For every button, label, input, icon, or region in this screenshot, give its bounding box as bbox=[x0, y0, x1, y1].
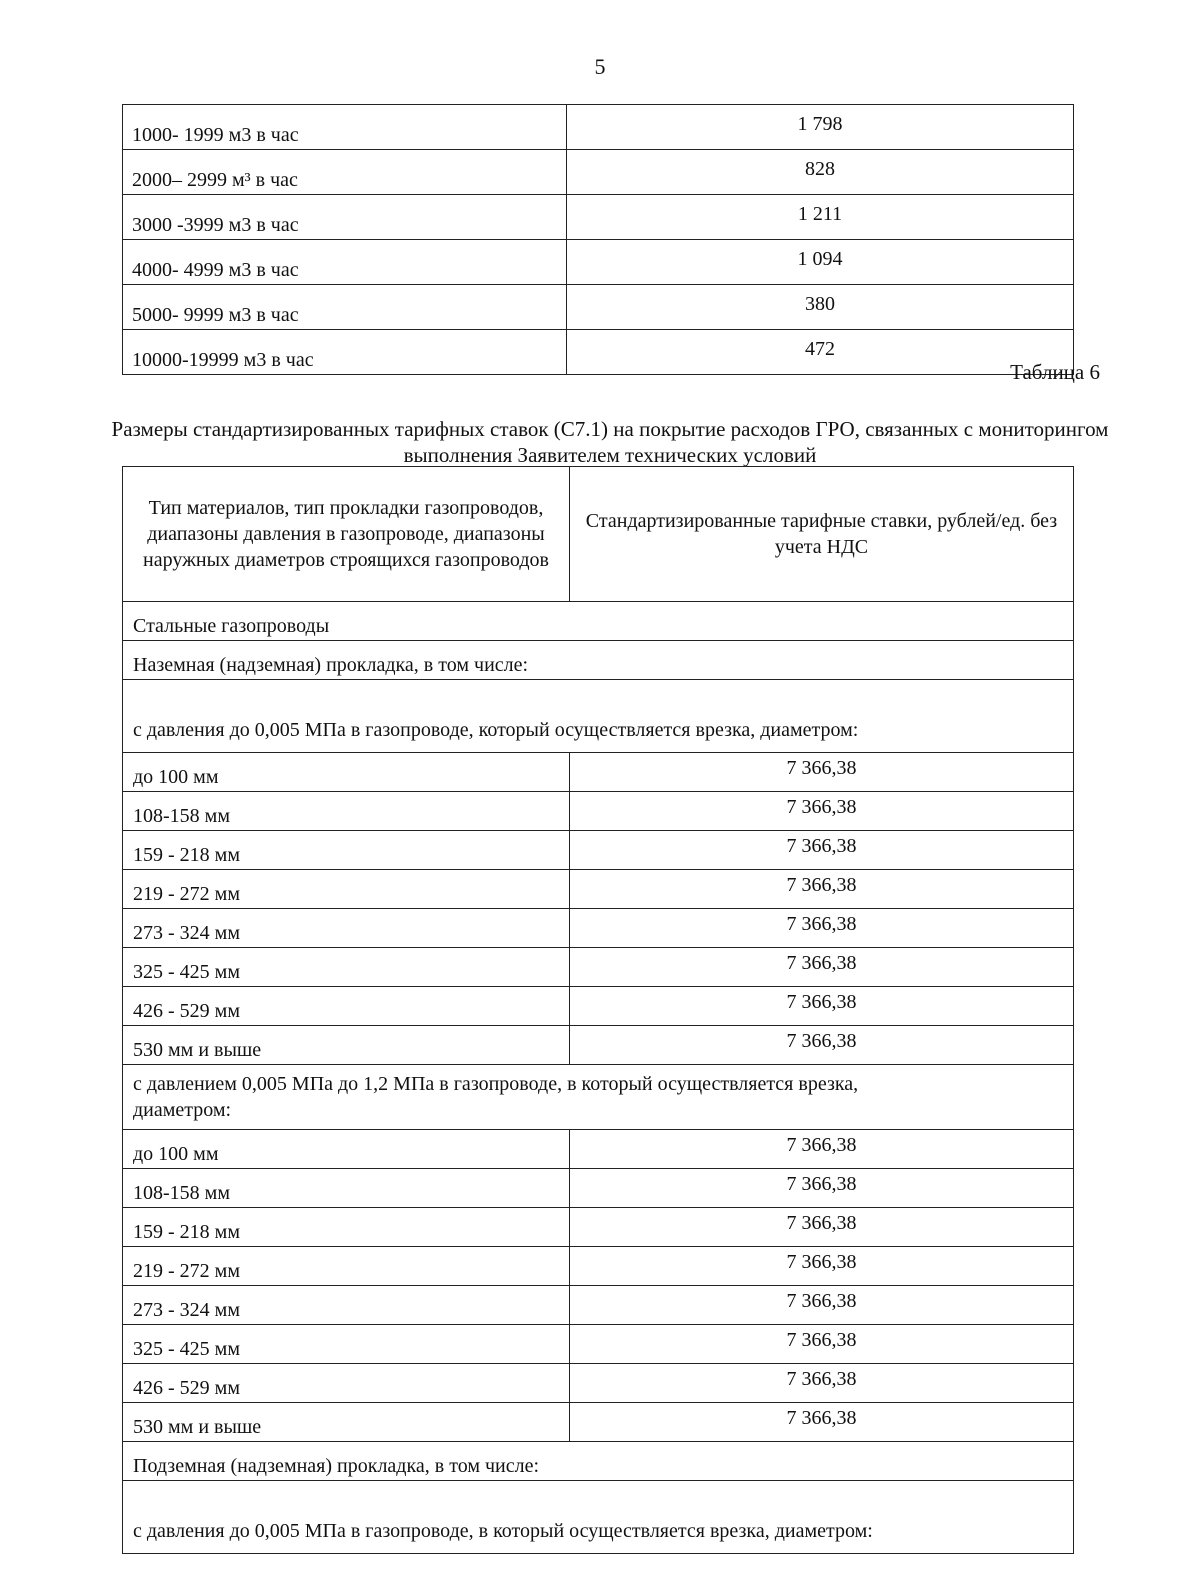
table-row bbox=[123, 330, 1074, 375]
table-row bbox=[123, 1247, 1074, 1286]
row-label: до 100 мм bbox=[123, 753, 570, 792]
tariff-header-row bbox=[123, 467, 1074, 602]
row-label: 273 - 324 мм bbox=[123, 909, 570, 948]
tariff-table bbox=[122, 466, 1074, 1554]
row-label: 108-158 мм bbox=[123, 1169, 570, 1208]
pressure-mid-line1: с давлением 0,005 МПа до 1,2 МПа в газопроводе, в который осуществляется врезка, bbox=[133, 1073, 859, 1095]
row-value: 7 366,38 bbox=[570, 1130, 1074, 1169]
table-row bbox=[123, 285, 1074, 330]
section-row bbox=[123, 641, 1074, 680]
table-row bbox=[123, 753, 1074, 792]
table-row bbox=[123, 1325, 1074, 1364]
row-value: 7 366,38 bbox=[570, 1169, 1074, 1208]
row-label: 219 - 272 мм bbox=[123, 1247, 570, 1286]
header-right: Стандартизированные тарифные ставки, рублей/ед. без учета НДС bbox=[570, 467, 1074, 602]
row-label: 2000– 2999 м³ в час bbox=[123, 150, 567, 195]
volume-table-body bbox=[123, 105, 1074, 375]
row-value: 7 366,38 bbox=[570, 1403, 1074, 1442]
table-row bbox=[123, 1208, 1074, 1247]
table-row bbox=[123, 792, 1074, 831]
row-value: 7 366,38 bbox=[570, 948, 1074, 987]
pressure-mid-note bbox=[123, 1065, 1074, 1130]
section-row bbox=[123, 1442, 1074, 1481]
row-value: 380 bbox=[567, 285, 1074, 330]
header-left: Тип материалов, тип прокладки газопроводов, диапазоны давления в газопроводе, диапазоны наружных диаметров строящихся газопроводов bbox=[123, 467, 570, 602]
row-label: 273 - 324 мм bbox=[123, 1286, 570, 1325]
tariff-table-body bbox=[123, 467, 1074, 1554]
row-label: 4000- 4999 м3 в час bbox=[123, 240, 567, 285]
table-row bbox=[123, 909, 1074, 948]
section-row bbox=[123, 602, 1074, 641]
section-steel: Стальные газопроводы bbox=[123, 602, 1074, 641]
row-label: до 100 мм bbox=[123, 1130, 570, 1169]
row-label: 325 - 425 мм bbox=[123, 948, 570, 987]
table-row bbox=[123, 1286, 1074, 1325]
table-row bbox=[123, 195, 1074, 240]
pressure-low-note: с давления до 0,005 МПа в газопроводе, который осуществляется врезка, диаметром: bbox=[123, 680, 1074, 753]
row-label: 530 мм и выше bbox=[123, 1403, 570, 1442]
table-row bbox=[123, 240, 1074, 285]
section-above-ground: Наземная (надземная) прокладка, в том числе: bbox=[123, 641, 1074, 680]
row-value: 7 366,38 bbox=[570, 1364, 1074, 1403]
row-label: 159 - 218 мм bbox=[123, 831, 570, 870]
row-value: 7 366,38 bbox=[570, 831, 1074, 870]
row-label: 530 мм и выше bbox=[123, 1026, 570, 1065]
table-row bbox=[123, 105, 1074, 150]
row-value: 7 366,38 bbox=[570, 870, 1074, 909]
row-value: 1 211 bbox=[567, 195, 1074, 240]
row-value: 828 bbox=[567, 150, 1074, 195]
row-value: 7 366,38 bbox=[570, 792, 1074, 831]
row-value: 7 366,38 bbox=[570, 1286, 1074, 1325]
table-title: Размеры стандартизированных тарифных ставок (С7.1) на покрытие расходов ГРО, связанных с мониторингом выполнения Заявителем технических условий bbox=[111, 417, 1109, 467]
page-number: 5 bbox=[594, 54, 606, 79]
table-row bbox=[123, 1026, 1074, 1065]
table-row bbox=[123, 1403, 1074, 1442]
row-value: 472 bbox=[567, 330, 1074, 375]
row-label: 426 - 529 мм bbox=[123, 987, 570, 1026]
table-row bbox=[123, 831, 1074, 870]
row-value: 7 366,38 bbox=[570, 909, 1074, 948]
pressure-mid-line2: диаметром: bbox=[133, 1099, 232, 1121]
section-row bbox=[123, 680, 1074, 753]
row-value: 1 798 bbox=[567, 105, 1074, 150]
table-row bbox=[123, 1169, 1074, 1208]
section-row bbox=[123, 1065, 1074, 1130]
section-row bbox=[123, 1481, 1074, 1554]
row-value: 7 366,38 bbox=[570, 987, 1074, 1026]
row-value: 7 366,38 bbox=[570, 753, 1074, 792]
row-label: 1000- 1999 м3 в час bbox=[123, 105, 567, 150]
pressure-low-under-note: с давления до 0,005 МПа в газопроводе, в который осуществляется врезка, диаметром: bbox=[123, 1481, 1074, 1554]
table-row bbox=[123, 987, 1074, 1026]
row-label: 325 - 425 мм bbox=[123, 1325, 570, 1364]
row-label: 3000 -3999 м3 в час bbox=[123, 195, 567, 240]
row-value: 7 366,38 bbox=[570, 1325, 1074, 1364]
row-label: 159 - 218 мм bbox=[123, 1208, 570, 1247]
row-value: 1 094 bbox=[567, 240, 1074, 285]
row-label: 10000-19999 м3 в час bbox=[123, 330, 567, 375]
row-label: 219 - 272 мм bbox=[123, 870, 570, 909]
row-value: 7 366,38 bbox=[570, 1026, 1074, 1065]
row-label: 108-158 мм bbox=[123, 792, 570, 831]
row-label: 426 - 529 мм bbox=[123, 1364, 570, 1403]
table-row bbox=[123, 1364, 1074, 1403]
section-underground: Подземная (надземная) прокладка, в том числе: bbox=[123, 1442, 1074, 1481]
table-number: Таблица 6 bbox=[1010, 360, 1100, 384]
row-value: 7 366,38 bbox=[570, 1208, 1074, 1247]
table-row bbox=[123, 870, 1074, 909]
volume-table bbox=[122, 104, 1074, 375]
table-row bbox=[123, 948, 1074, 987]
table-row bbox=[123, 150, 1074, 195]
row-label: 5000- 9999 м3 в час bbox=[123, 285, 567, 330]
table-row bbox=[123, 1130, 1074, 1169]
row-value: 7 366,38 bbox=[570, 1247, 1074, 1286]
